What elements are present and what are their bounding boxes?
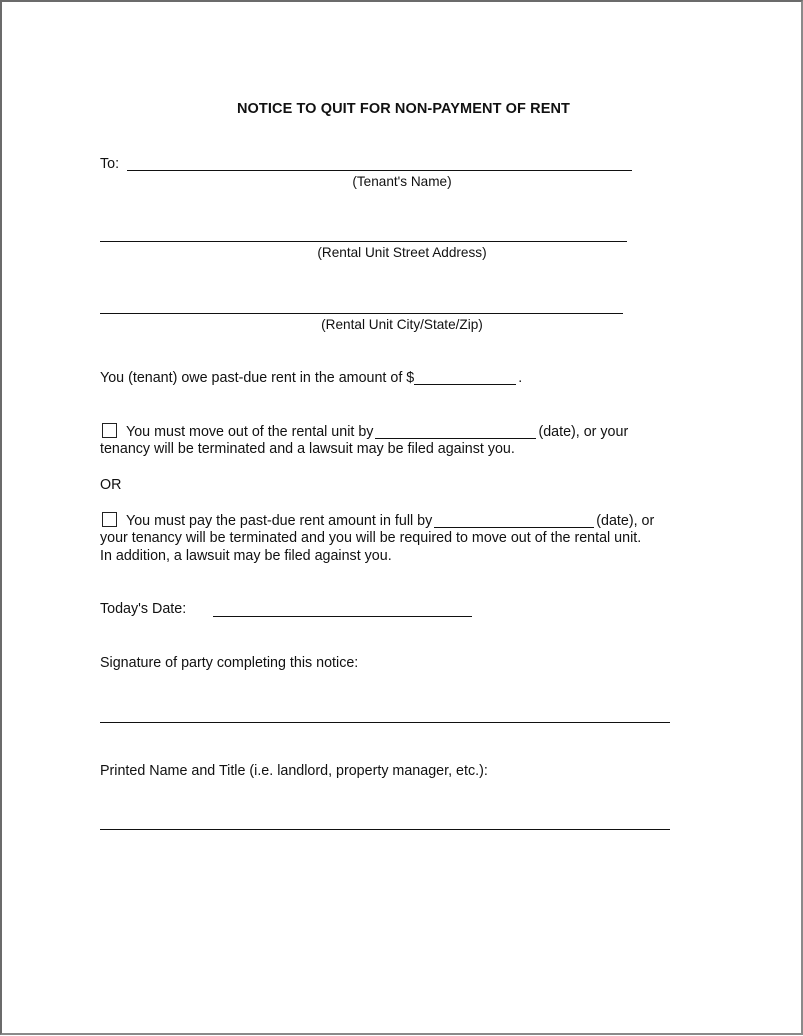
to-label: To: (100, 156, 120, 172)
printed-name-label: Printed Name and Title (i.e. landlord, property manager, etc.): (100, 763, 488, 779)
move-out-checkbox[interactable] (102, 423, 117, 438)
option2-text-line3: In addition, a lawsuit may be filed against you. (100, 548, 392, 564)
city-state-zip-field[interactable] (100, 313, 623, 314)
city-state-zip-caption: (Rental Unit City/State/Zip) (321, 317, 483, 332)
option2-text-b: (date), or (596, 513, 655, 529)
option2-text-a: You must pay the past-due rent amount in full by (126, 513, 433, 529)
or-label: OR (100, 477, 122, 493)
document-title: NOTICE TO QUIT FOR NON-PAYMENT OF RENT (236, 101, 570, 117)
move-out-date-field[interactable] (375, 425, 536, 439)
printed-name-field[interactable] (100, 829, 670, 830)
option1-text-line2: tenancy will be terminated and a lawsuit may be filed against you. (100, 441, 515, 457)
rent-owed-text: You (tenant) owe past-due rent in the amount of $ (100, 370, 415, 386)
pay-rent-checkbox[interactable] (102, 512, 117, 527)
todays-date-label: Today's Date: (100, 601, 187, 617)
tenant-name-caption: (Tenant's Name) (352, 174, 452, 189)
rent-amount-field[interactable] (414, 371, 516, 385)
option-move-out-line1 (102, 423, 628, 440)
option1-text-b: (date), or your (538, 424, 629, 440)
rent-owed-row (100, 370, 522, 386)
signature-label: Signature of party completing this notice: (100, 655, 359, 671)
street-address-field[interactable] (100, 241, 627, 242)
option-pay-line1 (102, 512, 654, 529)
tenant-name-field[interactable] (127, 170, 632, 171)
option2-text-line2: your tenancy will be terminated and you will be required to move out of the rental unit. (100, 530, 642, 546)
rent-owed-end: . (518, 370, 523, 386)
pay-by-date-field[interactable] (434, 514, 594, 528)
option1-text-a: You must move out of the rental unit by (126, 424, 374, 440)
todays-date-field[interactable] (213, 616, 472, 617)
signature-field[interactable] (100, 722, 670, 723)
street-address-caption: (Rental Unit Street Address) (317, 245, 487, 260)
